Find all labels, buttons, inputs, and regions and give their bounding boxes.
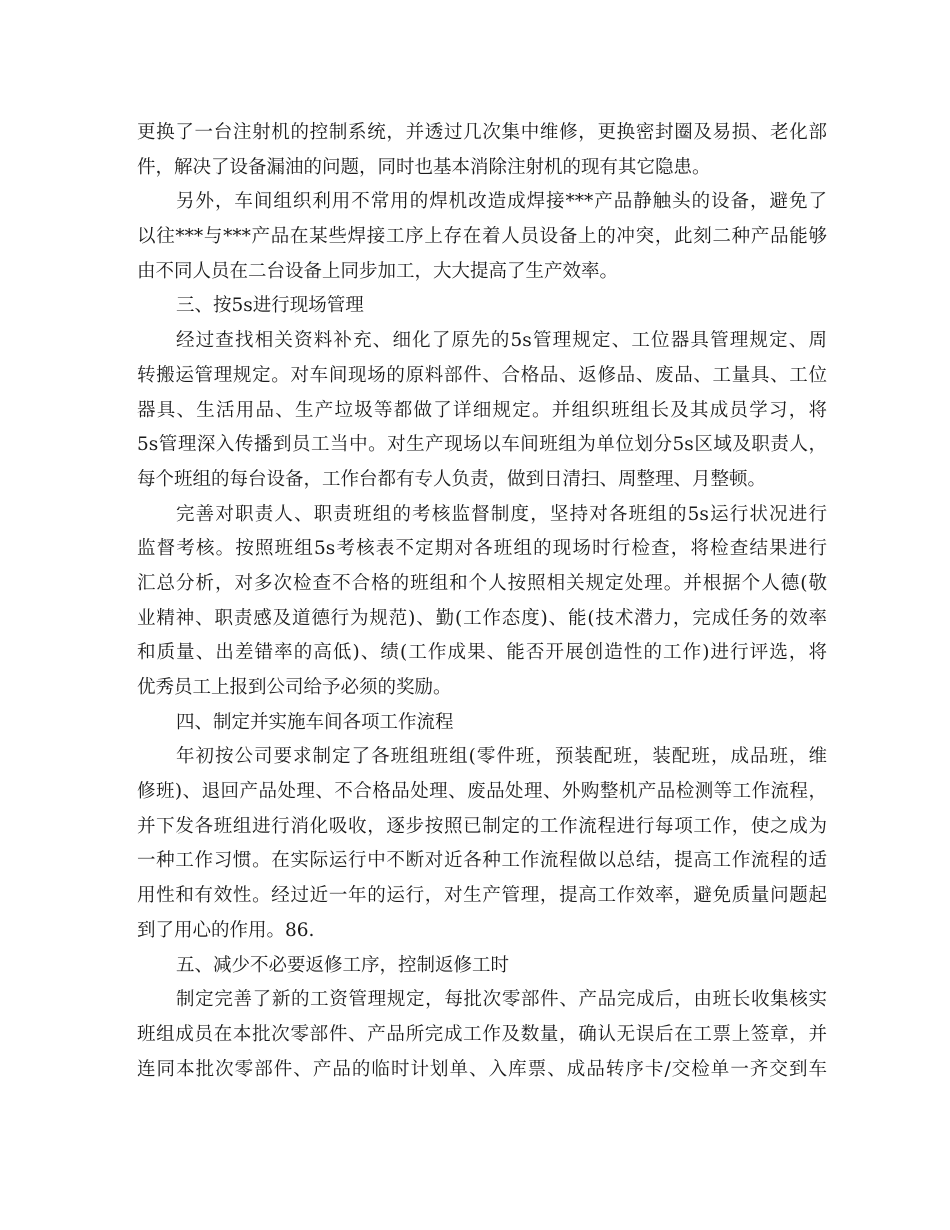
text-line: 由不同人员在二台设备上同步加工，大大提高了生产效率。 bbox=[137, 260, 619, 282]
text-line: 三、按5s进行现场管理 bbox=[176, 295, 364, 317]
document-body bbox=[137, 116, 827, 1087]
text-line: 以往***与***产品在某些焊接工序上存在着人员设备上的冲突，此刻二种产品能够 bbox=[137, 226, 827, 248]
text-line: 制定完善了新的工资管理规定，每批次零部件、产品完成后，由班长收集核实 bbox=[176, 989, 827, 1011]
text-line: 和质量、出差错率的高低)、绩(工作成果、能否开展创造性的工作)进行评选，将 bbox=[137, 642, 827, 664]
text-line: 5s管理深入传播到员工当中。对生产现场以车间班组为单位划分5s区域及职责人， bbox=[137, 434, 827, 456]
text-line: 年初按公司要求制定了各班组班组(零件班，预装配班，装配班，成品班，维 bbox=[176, 746, 827, 768]
text-line: 连同本批次零部件、产品的临时计划单、入库票、成品转序卡/交检单一齐交到车 bbox=[137, 1058, 827, 1080]
text-line: 经过查找相关资料补充、细化了原先的5s管理规定、工位器具管理规定、周 bbox=[176, 330, 827, 352]
text-line: 转搬运管理规定。对车间现场的原料部件、合格品、返修品、废品、工量具、工位 bbox=[137, 364, 827, 386]
text-line: 监督考核。按照班组5s考核表不定期对各班组的现场时行检查，将检查结果进行 bbox=[137, 538, 827, 560]
text-line: 修班)、退回产品处理、不合格品处理、废品处理、外购整机产品检测等工作流程， bbox=[137, 781, 827, 803]
text-line: 器具、生活用品、生产垃圾等都做了详细规定。并组织班组长及其成员学习，将 bbox=[137, 399, 827, 421]
text-line: 业精神、职责感及道德行为规范)、勤(工作态度)、能(技术潜力，完成任务的效率 bbox=[137, 607, 827, 629]
text-line: 优秀员工上报到公司给予必须的奖励。 bbox=[137, 677, 452, 698]
text-line: 每个班组的每台设备，工作台都有专人负责，做到日清扫、周整理、月整顿。 bbox=[137, 468, 767, 490]
text-line: 并下发各班组进行消化吸收，逐步按照已制定的工作流程进行每项工作，使之成为 bbox=[137, 815, 827, 837]
text-line: 更换了一台注射机的控制系统，并透过几次集中维修，更换密封圈及易损、老化部 bbox=[137, 122, 827, 143]
text-line: 另外，车间组织利用不常用的焊机改造成焊接***产品静触头的设备，避免了 bbox=[176, 191, 827, 213]
text-line: 完善对职责人、职责班组的考核监督制度，坚持对各班组的5s运行状况进行 bbox=[176, 503, 827, 525]
text-line: 四、制定并实施车间各项工作流程 bbox=[176, 711, 454, 733]
text-line: 五、减少不必要返修工序，控制返修工时 bbox=[176, 954, 510, 976]
text-line: 班组成员在本批次零部件、产品所完成工作及数量，确认无误后在工票上签章，并 bbox=[137, 1023, 827, 1045]
text-line: 到了用心的作用。86. bbox=[137, 919, 315, 941]
text-line: 用性和有效性。经过近一年的运行，对生产管理，提高工作效率，避免质量问题起 bbox=[137, 885, 827, 907]
text-line: 一种工作习惯。在实际运行中不断对近各种工作流程做以总结，提高工作流程的适 bbox=[137, 850, 827, 872]
text-line: 汇总分析，对多次检查不合格的班组和个人按照相关规定处理。并根据个人德(敬 bbox=[137, 572, 827, 594]
text-line: 件，解决了设备漏油的问题，同时也基本消除注射机的现有其它隐患。 bbox=[137, 156, 711, 178]
